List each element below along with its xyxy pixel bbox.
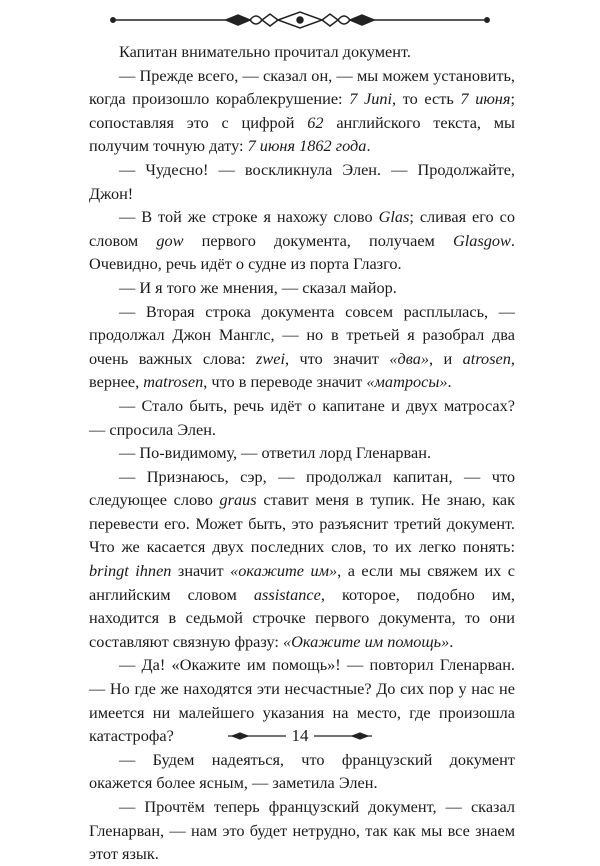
paragraph: — В той же строке я нахожу слово Glas; сливая его со словом gow первого документа, получаем Glasgow. Очевидно, речь идёт о судне из порта Глазго.	[89, 207, 515, 274]
paragraph: — Будем надеяться, что французский документ окажется более ясным, — заметила Элен.	[89, 749, 515, 793]
paragraph: — Прочтём теперь французский документ, — сказал Гленарван, — нам это будет нетрудно, так как мы все знаем этот язык.	[89, 797, 515, 864]
paragraph: — Прежде всего, — сказал он, — мы можем установить, когда произошло кораблекрушение: 7 Juni, то есть 7 июня; сопоставляя это с цифрой 62 английского текста, мы получим точную дату: 7 июня 1862 года.	[89, 65, 515, 156]
paragraph: — Чудесно! — воскликнула Элен. — Продолжайте, Джон!	[89, 159, 515, 203]
page-number: 14	[291, 726, 309, 745]
paragraph: — По-видимому, — ответил лорд Гленарван.	[119, 443, 432, 463]
paragraph: — Признаюсь, сэр, — продолжал капитан, — что следующее слово graus ставит меня в тупик. Не знаю, как перевести его. Может быть, это разъяснит третий документ. Что же касается двух последних слов, то их легко понять: bringt ihnen значит «окажите им», а если мы свяжем их с английским словом assistance, которое, подобно им, находится в седьмой строчке первого документа, то они составляют связную фразу: «Окажите им помощь».	[89, 466, 515, 651]
paragraph: — Стало быть, речь идёт о капитане и двух матросах? — спросила Элен.	[89, 395, 515, 439]
paragraph: — Вторая строка документа совсем расплылась, — продолжал Джон Манглс, — но в третьей я разобрал два очень важных слова: zwei, что значит «два», и atrosen, вернее, matrosen, что в переводе значит «матросы».	[89, 301, 515, 392]
paragraph: — Да! «Окажите им помощь»! — повторил Гленарван. — Но где же находятся эти несчастные? До сих пор у нас не имеется ни малейшего указания на место, где произошла катастрофа?	[89, 655, 515, 746]
paragraph: — И я того же мнения, — сказал майор.	[119, 277, 397, 297]
header-ornament	[0, 0, 600, 40]
paragraph: Капитан внимательно прочитал документ.	[119, 42, 411, 61]
